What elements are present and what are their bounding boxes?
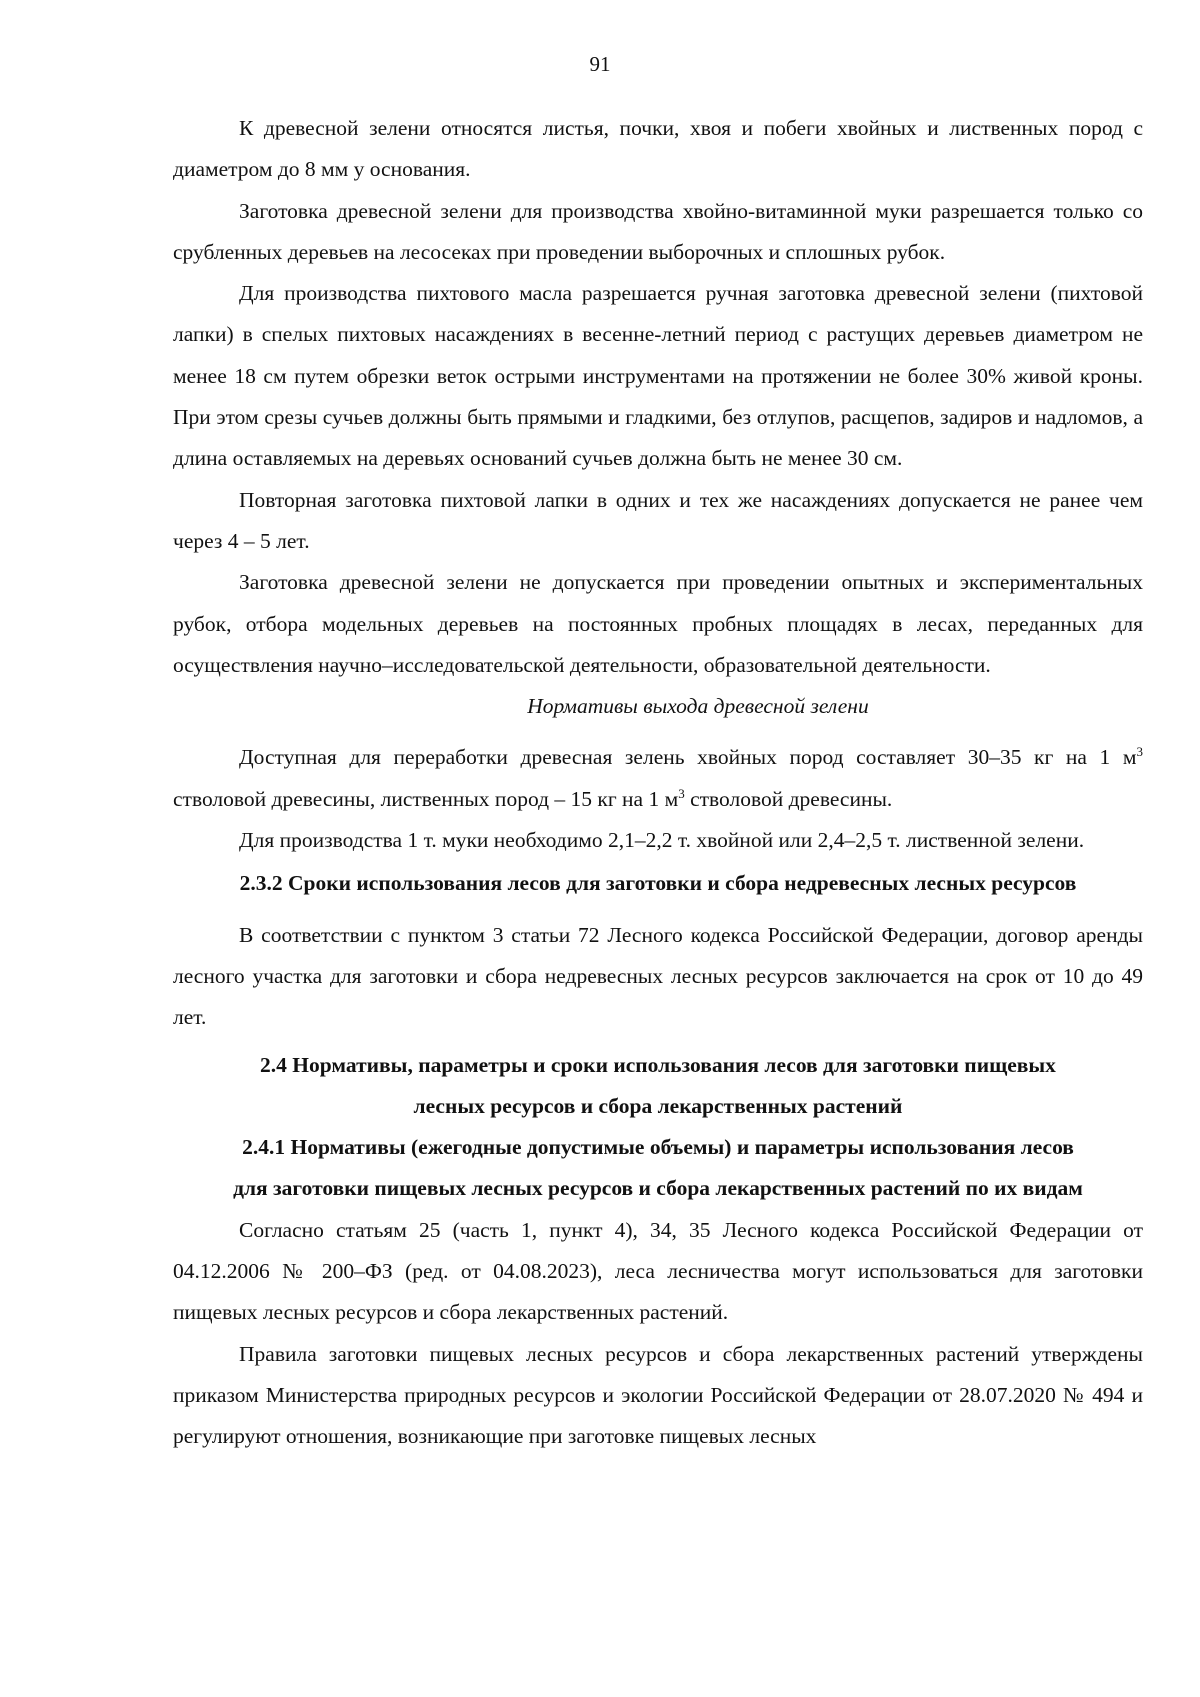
heading-2-4-line1: 2.4 Нормативы, параметры и сроки использования лесов для заготовки пищевых	[260, 1052, 1056, 1077]
superscript-cubic: 3	[678, 785, 685, 801]
paragraph-harvest-rules: Правила заготовки пищевых лесных ресурсов и сбора лекарственных растений утверждены приказом Министерства природных ресурсов и экологии Российской Федерации от 28.07.2020 № 494 и регулируют отношения, возникающие при заготовке пищевых лесных	[173, 1341, 1143, 1449]
superscript-cubic: 3	[1136, 744, 1143, 760]
yield-text-b: стволовой древесины, лиственных пород – 15 кг на 1 м	[173, 786, 679, 811]
yield-text-a: Доступная для переработки древесная зелень хвойных пород составляет 30–35 кг на 1 м	[239, 745, 1137, 770]
subtitle-greenery-norms: Нормативы выхода древесной зелени	[527, 694, 869, 719]
heading-2-4-line2: лесных ресурсов и сбора лекарственных растений	[413, 1093, 903, 1118]
paragraph-greenery-harvest-flour: Заготовка древесной зелени для производства хвойно-витаминной муки разрешается только со срубленных деревьев на лесосеках при проведении выборочных и сплошных рубок.	[173, 198, 1143, 264]
paragraph-repeat-harvest: Повторная заготовка пихтовой лапки в одних и тех же насаждениях допускается не ранее чем через 4 – 5 лет.	[173, 487, 1143, 553]
document-body	[173, 108, 1143, 1458]
page-number: 91	[589, 52, 611, 76]
paragraph-fir-oil-harvest: Для производства пихтового масла разрешается ручная заготовка древесной зелени (пихтовой лапки) в спелых пихтовых насаждениях в весенне-летний период с растущих деревьев диаметром не менее 18 см путем обрезки веток острыми инструментами на протяжении не более 30% живой кроны. При этом срезы сучьев должны быть прямыми и гладкими, без отлупов, расщепов, задиров и надломов, а длина оставляемых на деревьях оснований сучьев должна быть не менее 30 см.	[173, 281, 1143, 471]
heading-2-4-1-line2: для заготовки пищевых лесных ресурсов и сбора лекарственных растений по их видам	[233, 1176, 1083, 1201]
heading-2-3-2: 2.3.2 Сроки использования лесов для заготовки и сбора недревесных лесных ресурсов	[239, 871, 1077, 896]
paragraph-forest-code-articles: Согласно статьям 25 (часть 1, пункт 4), 34, 35 Лесного кодекса Российской Федерации от 04.12.2006 № 200–ФЗ (ред. от 04.08.2023), леса лесничества могут использоваться для заготовки пищевых лесных ресурсов и сбора лекарственных растений.	[173, 1217, 1143, 1325]
yield-text-c: стволовой древесины.	[684, 786, 893, 811]
paragraph-flour-production: Для производства 1 т. муки необходимо 2,1–2,2 т. хвойной или 2,4–2,5 т. лиственной зелени.	[239, 828, 1085, 853]
paragraph-harvest-prohibition: Заготовка древесной зелени не допускается при проведении опытных и экспериментальных рубок, отбора модельных деревьев на постоянных пробных площадях в лесах, переданных для осуществления научно–исследовательской деятельности, образовательной деятельности.	[173, 570, 1143, 677]
paragraph-wood-greenery-definition: К древесной зелени относятся листья, почки, хвоя и побеги хвойных и лиственных пород с диаметром до 8 мм у основания.	[173, 116, 1143, 182]
heading-2-4-1	[173, 1127, 1143, 1210]
heading-2-4-1-line1: 2.4.1 Нормативы (ежегодные допустимые объемы) и параметры использования лесов	[242, 1135, 1074, 1160]
paragraph-greenery-yield	[173, 737, 1143, 820]
paragraph-lease-term: В соответствии с пунктом 3 статьи 72 Лесного кодекса Российской Федерации, договор аренды лесного участка для заготовки и сбора недревесных лесных ресурсов заключается на срок от 10 до 49 лет.	[173, 922, 1143, 1030]
heading-2-4	[173, 1045, 1143, 1128]
